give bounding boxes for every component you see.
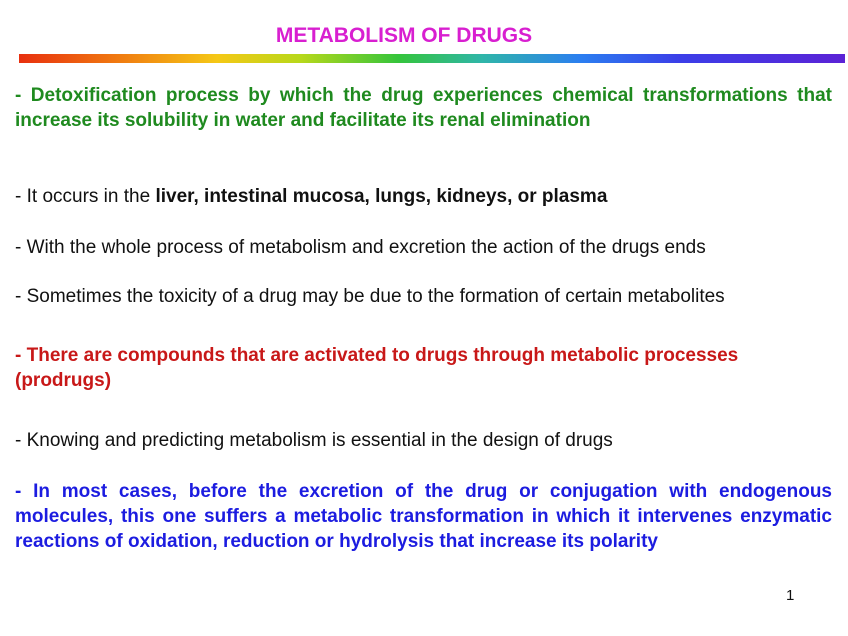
bullet-occurs-in-prefix: - It occurs in the <box>15 186 156 207</box>
bullet-polarity: - In most cases, before the excretion of the drug or conjugation with endogenous molecules, this one suffers a metabolic transformation in which it intervenes enzymatic reactions of oxidation, reduction or hydrolysis that increase its polarity <box>15 481 832 552</box>
bullet-occurs-in <box>15 184 832 209</box>
bullet-toxicity: - Sometimes the toxicity of a drug may be due to the formation of certain metabolites <box>15 286 725 307</box>
page-number: 1 <box>786 587 795 604</box>
bullet-predicting: - Knowing and predicting metabolism is essential in the design of drugs <box>15 430 613 451</box>
bullet-detoxification: - Detoxification process by which the drug experiences chemical transformations that increase its solubility in water and facilitate its renal elimination <box>15 85 832 131</box>
slide-title: METABOLISM OF DRUGS <box>275 24 533 47</box>
rainbow-divider <box>19 54 845 63</box>
bullet-process-ends: - With the whole process of metabolism and excretion the action of the drugs ends <box>15 237 706 258</box>
bullet-prodrugs: - There are compounds that are activated to drugs through metabolic processes (prodrugs) <box>15 345 739 391</box>
bullet-occurs-in-organs: liver, intestinal mucosa, lungs, kidneys, or plasma <box>155 186 608 207</box>
